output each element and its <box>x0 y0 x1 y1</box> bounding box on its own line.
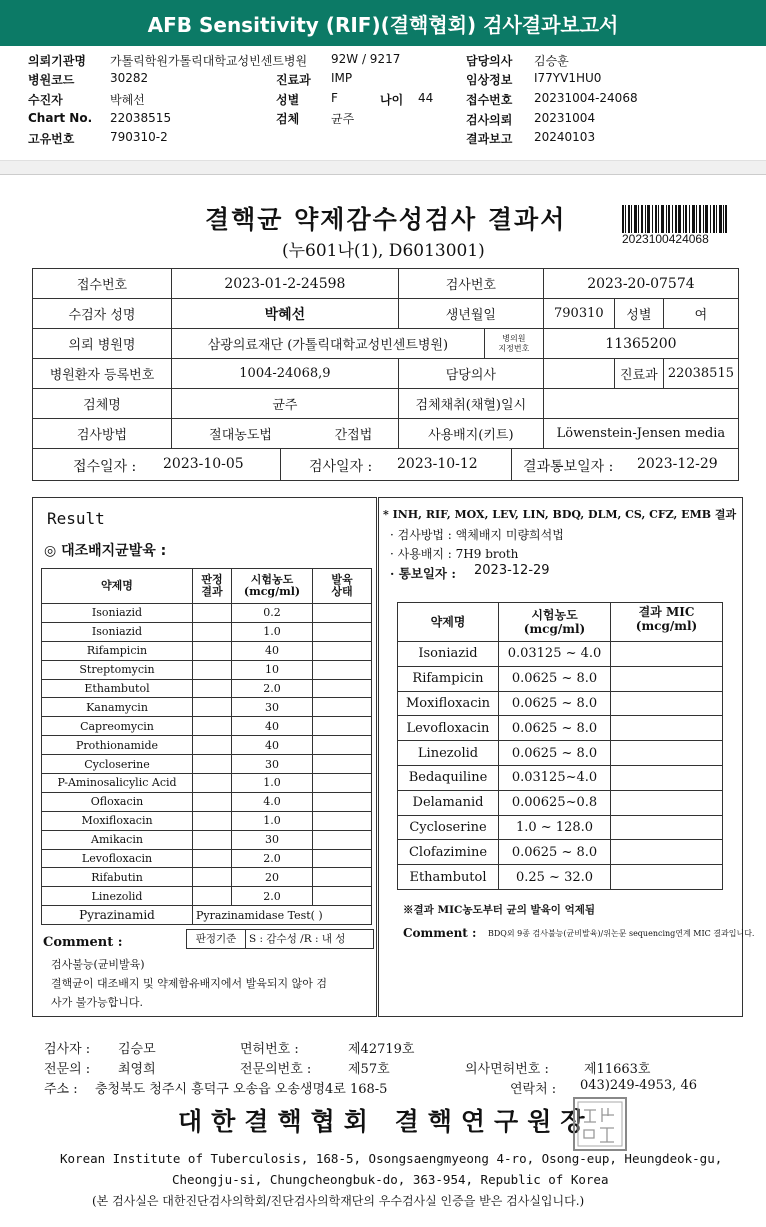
hospital-code-label: 병의원 지정번호 <box>484 329 543 359</box>
judgement <box>193 622 232 641</box>
table-row <box>398 741 723 766</box>
test-no-value: 2023-20-07574 <box>543 269 738 299</box>
test-concentration: 30 <box>232 755 313 774</box>
organization-name: 대한결핵협회 결핵연구원장 <box>178 1107 594 1136</box>
official-seal <box>572 1096 628 1152</box>
hospital-code: 30282 <box>110 71 149 85</box>
test-concentration: 10 <box>232 660 313 679</box>
growth-status <box>313 698 372 717</box>
growth-status <box>313 622 372 641</box>
dept-value: 22038515 <box>663 359 738 389</box>
table-row <box>398 815 723 840</box>
drug-name: Levofloxacin <box>398 716 499 741</box>
drug-name: Capreomycin <box>42 717 193 736</box>
test-no-label: 검사번호 <box>398 269 543 299</box>
mic-result <box>611 716 723 741</box>
mic-result <box>611 691 723 716</box>
recv-date: 2023-10-05 <box>163 456 244 472</box>
table-row <box>42 811 372 830</box>
name-value: 박혜선 <box>172 299 399 329</box>
test-concentration: 40 <box>232 717 313 736</box>
test-range: 0.0625 ~ 8.0 <box>499 840 611 865</box>
test-concentration: 40 <box>232 641 313 660</box>
left-comment <box>51 955 327 1012</box>
medium-value: Löwenstein-Jensen media <box>543 419 738 449</box>
table-row <box>398 716 723 741</box>
sex-value: 여 <box>663 299 738 329</box>
document-subtitle: (누601나(1), D6013001) <box>282 241 485 261</box>
table-row <box>42 774 372 793</box>
pza-test: Pyrazinamidase Test( ) <box>193 906 372 925</box>
clinical-info: I77YV1HU0 <box>534 71 602 85</box>
table-row <box>398 765 723 790</box>
col-mic-result: 결과 MIC (mcg/ml) <box>611 603 723 642</box>
label-patient: 수진자 <box>28 93 63 107</box>
label-chart: Chart No. <box>28 111 93 125</box>
doctor-license-label: 의사면허번호 : <box>465 1062 549 1077</box>
doctor-label: 담당의사 <box>398 359 543 389</box>
drug-name: Ethambutol <box>42 679 193 698</box>
test-concentration: 0.2 <box>232 604 313 623</box>
growth-status <box>313 774 372 793</box>
control-growth-label: ◎ 대조배지균발육 : <box>44 543 167 559</box>
mic-result <box>611 815 723 840</box>
drug-name: Moxifloxacin <box>42 811 193 830</box>
growth-status <box>313 811 372 830</box>
window-title: AFB Sensitivity (RIF)(결핵협회) 검사결과보고서 <box>0 0 766 46</box>
request-date: 20231004 <box>534 111 596 125</box>
drug-name: Clofazimine <box>398 840 499 865</box>
growth-status <box>313 641 372 660</box>
test-range: 0.25 ~ 32.0 <box>499 865 611 890</box>
patient-name: 박혜선 <box>110 93 145 107</box>
col-concentration: 시험농도 (mcg/ml) <box>232 569 313 604</box>
test-date-label: 검사일자 : <box>309 459 373 475</box>
doctor: 김승훈 <box>534 54 569 68</box>
section-divider <box>0 160 766 175</box>
judgement <box>193 774 232 793</box>
name-label: 수검자 성명 <box>33 299 172 329</box>
dept: IMP <box>331 71 353 85</box>
receipt-value: 2023-01-2-24598 <box>172 269 399 299</box>
age: 44 <box>418 91 434 105</box>
growth-status <box>313 717 372 736</box>
mic-result <box>611 840 723 865</box>
test-range: 0.0625 ~ 8.0 <box>499 691 611 716</box>
reg-value: 1004-24068,9 <box>172 359 399 389</box>
test-concentration: 40 <box>232 736 313 755</box>
mic-result <box>611 790 723 815</box>
table-row <box>398 840 723 865</box>
test-range: 0.03125 ~ 4.0 <box>499 642 611 667</box>
table-row <box>42 604 372 623</box>
table-row <box>42 755 372 774</box>
ward: 92W / 9217 <box>331 52 401 66</box>
judgement <box>193 811 232 830</box>
barcode-number: 2023100424068 <box>622 232 709 246</box>
specialist-label: 전문의 : <box>44 1062 91 1077</box>
result-heading: Result <box>47 509 105 528</box>
judgement <box>193 868 232 887</box>
specimen-label: 검체명 <box>33 389 172 419</box>
patient-info-table <box>32 268 739 481</box>
spec-no-label: 전문의번호 : <box>240 1062 312 1077</box>
tester: 김승모 <box>118 1042 156 1057</box>
test-concentration: 4.0 <box>232 792 313 811</box>
license-label: 면허번호 : <box>240 1042 299 1057</box>
test-range: 0.03125~4.0 <box>499 765 611 790</box>
table-row <box>398 691 723 716</box>
label-doctor: 담당의사 <box>466 54 513 68</box>
drug-name: Cycloserine <box>42 755 193 774</box>
address: 충청북도 청주시 흥덕구 오송읍 오송생명4로 168-5 <box>95 1082 388 1097</box>
judgement <box>193 698 232 717</box>
test-range: 0.0625 ~ 8.0 <box>499 716 611 741</box>
label-hospital-code: 병원코드 <box>28 73 75 87</box>
test-concentration: 2.0 <box>232 849 313 868</box>
specimen: 균주 <box>331 112 355 126</box>
medium-label: 사용배지(키트) <box>398 419 543 449</box>
table-row <box>398 790 723 815</box>
solid-susceptibility-table <box>41 568 372 925</box>
test-concentration: 1.0 <box>232 811 313 830</box>
table-row <box>42 849 372 868</box>
label-institution: 의뢰기관명 <box>28 54 86 68</box>
test-range: 0.0625 ~ 8.0 <box>499 741 611 766</box>
growth-status <box>313 868 372 887</box>
judgement <box>193 887 232 906</box>
method-label: 검사방법 <box>33 419 172 449</box>
hospital-code-value: 11365200 <box>543 329 738 359</box>
tester-label: 검사자 : <box>44 1042 91 1057</box>
reg-label: 병원환자 등록번호 <box>33 359 172 389</box>
test-concentration: 2.0 <box>232 679 313 698</box>
hospital-value: 삼광의료재단 (가톨릭대학교성빈센트병원) <box>172 329 485 359</box>
judgement <box>193 849 232 868</box>
table-row <box>42 717 372 736</box>
criteria-box <box>186 929 374 949</box>
table-row <box>398 642 723 667</box>
drug-name: Linezolid <box>42 887 193 906</box>
spec-no: 제57호 <box>348 1062 390 1077</box>
test-concentration: 30 <box>232 698 313 717</box>
growth-status <box>313 849 372 868</box>
table-row <box>42 660 372 679</box>
test-concentration: 2.0 <box>232 887 313 906</box>
label-request: 검사의뢰 <box>466 113 513 127</box>
judgement <box>193 641 232 660</box>
right-comment: BDQ외 9종 검사불능(균비발육)/위논문 sequencing연계 MIC 결과입니다. <box>488 929 755 938</box>
label-dept: 진료과 <box>276 73 311 87</box>
label-age: 나이 <box>380 93 404 107</box>
drug-name: Ethambutol <box>398 865 499 890</box>
drug-name: Rifampicin <box>398 666 499 691</box>
test-range: 0.00625~0.8 <box>499 790 611 815</box>
contact-label: 연락처 : <box>510 1082 557 1097</box>
label-specimen: 검체 <box>276 112 300 126</box>
mic-table <box>397 602 723 890</box>
specialist: 최영희 <box>118 1062 156 1077</box>
collect-label: 검체채취(채혈)일시 <box>398 389 543 419</box>
drug-name: Linezolid <box>398 741 499 766</box>
dob-label: 생년월일 <box>398 299 543 329</box>
table-row <box>42 641 372 660</box>
table-row <box>398 865 723 890</box>
col-drug: 약제명 <box>42 569 193 604</box>
notify-date: 2023-12-29 <box>637 456 718 472</box>
table-row <box>42 698 372 717</box>
license: 제42719호 <box>348 1042 415 1057</box>
col-drug: 약제명 <box>398 603 499 642</box>
test-concentration: 20 <box>232 868 313 887</box>
left-comment-label: Comment : <box>43 935 123 950</box>
receipt-no: 20231004-24068 <box>534 91 638 105</box>
recv-date-label: 접수일자 : <box>73 459 137 475</box>
method-value-2: 간접법 <box>309 419 398 449</box>
judgement <box>193 830 232 849</box>
date-row <box>33 449 739 481</box>
drug-name: Kanamycin <box>42 698 193 717</box>
col-test-concentration: 시험농도 (mcg/ml) <box>499 603 611 642</box>
test-date: 2023-10-12 <box>397 456 478 472</box>
table-row <box>42 792 372 811</box>
test-range: 1.0 ~ 128.0 <box>499 815 611 840</box>
right-comment-label: Comment : <box>403 926 477 940</box>
notify-label: 결과통보일자 : <box>523 459 614 475</box>
table-row <box>42 736 372 755</box>
doctor-license: 제11663호 <box>584 1062 651 1077</box>
table-row <box>42 622 372 641</box>
mic-result <box>611 865 723 890</box>
drug-name: Isoniazid <box>42 604 193 623</box>
drug-name: Delamanid <box>398 790 499 815</box>
chart-no: 22038515 <box>110 111 172 125</box>
date-divider <box>280 449 281 480</box>
growth-status <box>313 604 372 623</box>
growth-status <box>313 830 372 849</box>
drug-name: Isoniazid <box>42 622 193 641</box>
label-clinical: 임상정보 <box>466 73 513 87</box>
mic-result <box>611 666 723 691</box>
judgement <box>193 792 232 811</box>
drug-name: Moxifloxacin <box>398 691 499 716</box>
dob-value: 790310 <box>543 299 614 329</box>
criteria-label: 판정기준 <box>187 930 246 948</box>
document-title: 결핵균 약제감수성검사 결과서 <box>205 205 567 234</box>
address-label: 주소 : <box>44 1082 78 1097</box>
growth-status <box>313 660 372 679</box>
table-row <box>42 679 372 698</box>
mic-result <box>611 642 723 667</box>
mic-notify-date: 2023-12-29 <box>474 563 550 578</box>
mic-notify-label: · 통보일자 : <box>390 566 456 581</box>
english-address-1: Korean Institute of Tuberculosis, 168-5, Osongsaengmyeong 4-ro, Osong-eup, Heungdeok-gu, <box>60 1151 723 1166</box>
drug-name: Levofloxacin <box>42 849 193 868</box>
judgement <box>193 717 232 736</box>
mic-result <box>611 765 723 790</box>
english-address-2: Cheongju-si, Chungcheongbuk-do, 363-954, Republic of Korea <box>172 1172 609 1187</box>
table-row <box>398 666 723 691</box>
date-divider <box>511 449 512 480</box>
drug-name: Rifabutin <box>42 868 193 887</box>
doctor-value <box>543 359 614 389</box>
test-range: 0.0625 ~ 8.0 <box>499 666 611 691</box>
mic-heading: * INH, RIF, MOX, LEV, LIN, BDQ, DLM, CS, CFZ, EMB 결과 <box>383 508 737 521</box>
label-unique: 고유번호 <box>28 132 75 146</box>
institution: 가톨릭학원가톨릭대학교성빈센트병원 <box>110 54 308 68</box>
growth-status <box>313 755 372 774</box>
comment-line: 검사불능(균비발육) <box>51 958 145 971</box>
comment-line: 결핵균이 대조배지 및 약제함유배지에서 발육되지 않아 검 <box>51 977 328 990</box>
col-growth: 발육 상태 <box>313 569 372 604</box>
test-concentration: 1.0 <box>232 774 313 793</box>
criteria-value: S : 감수성 /R : 내 성 <box>249 933 346 945</box>
drug-name: Isoniazid <box>398 642 499 667</box>
table-row <box>42 830 372 849</box>
mic-medium: · 사용배지 : 7H9 broth <box>390 547 519 561</box>
growth-status <box>313 736 372 755</box>
judgement <box>193 604 232 623</box>
sex: F <box>331 91 338 105</box>
judgement <box>193 679 232 698</box>
comment-line: 사가 불가능합니다. <box>51 996 144 1009</box>
drug-name: Cycloserine <box>398 815 499 840</box>
label-sex: 성별 <box>276 93 300 107</box>
pza-drug: Pyrazinamid <box>42 906 193 925</box>
drug-name: Ofloxacin <box>42 792 193 811</box>
drug-name: Streptomycin <box>42 660 193 679</box>
test-concentration: 1.0 <box>232 622 313 641</box>
label-report: 결과보고 <box>466 132 513 146</box>
certification-note: (본 검사실은 대한진단검사의학회/진단검사의학재단의 우수검사실 인증을 받은 검사실입니다.) <box>92 1194 585 1208</box>
mic-result <box>611 741 723 766</box>
growth-status <box>313 887 372 906</box>
report-date: 20240103 <box>534 130 596 144</box>
judgement <box>193 736 232 755</box>
drug-name: Amikacin <box>42 830 193 849</box>
hospital-label: 의뢰 병원명 <box>33 329 172 359</box>
barcode <box>622 205 728 233</box>
receipt-label: 접수번호 <box>33 269 172 299</box>
judgement <box>193 660 232 679</box>
test-concentration: 30 <box>232 830 313 849</box>
specimen-value: 균주 <box>172 389 399 419</box>
label-receipt: 접수번호 <box>466 93 513 107</box>
collect-value <box>543 389 738 419</box>
growth-status <box>313 679 372 698</box>
drug-name: Prothionamide <box>42 736 193 755</box>
method-value-1: 절대농도법 <box>172 419 310 449</box>
judgement <box>193 755 232 774</box>
mic-note: ※결과 MIC농도부터 균의 발육이 억제됨 <box>403 904 596 916</box>
unique-no: 790310-2 <box>110 130 168 144</box>
col-judgement: 판정 결과 <box>193 569 232 604</box>
drug-name: Rifampicin <box>42 641 193 660</box>
drug-name: Bedaquiline <box>398 765 499 790</box>
mic-method: · 검사방법 : 액체배지 미량희석법 <box>390 528 564 542</box>
drug-name: P-Aminosalicylic Acid <box>42 774 193 793</box>
contact: 043)249-4953, 46 <box>580 1078 697 1093</box>
growth-status <box>313 792 372 811</box>
dept-label: 진료과 <box>614 359 663 389</box>
table-row <box>42 868 372 887</box>
sex-label: 성별 <box>614 299 663 329</box>
table-row <box>42 887 372 906</box>
